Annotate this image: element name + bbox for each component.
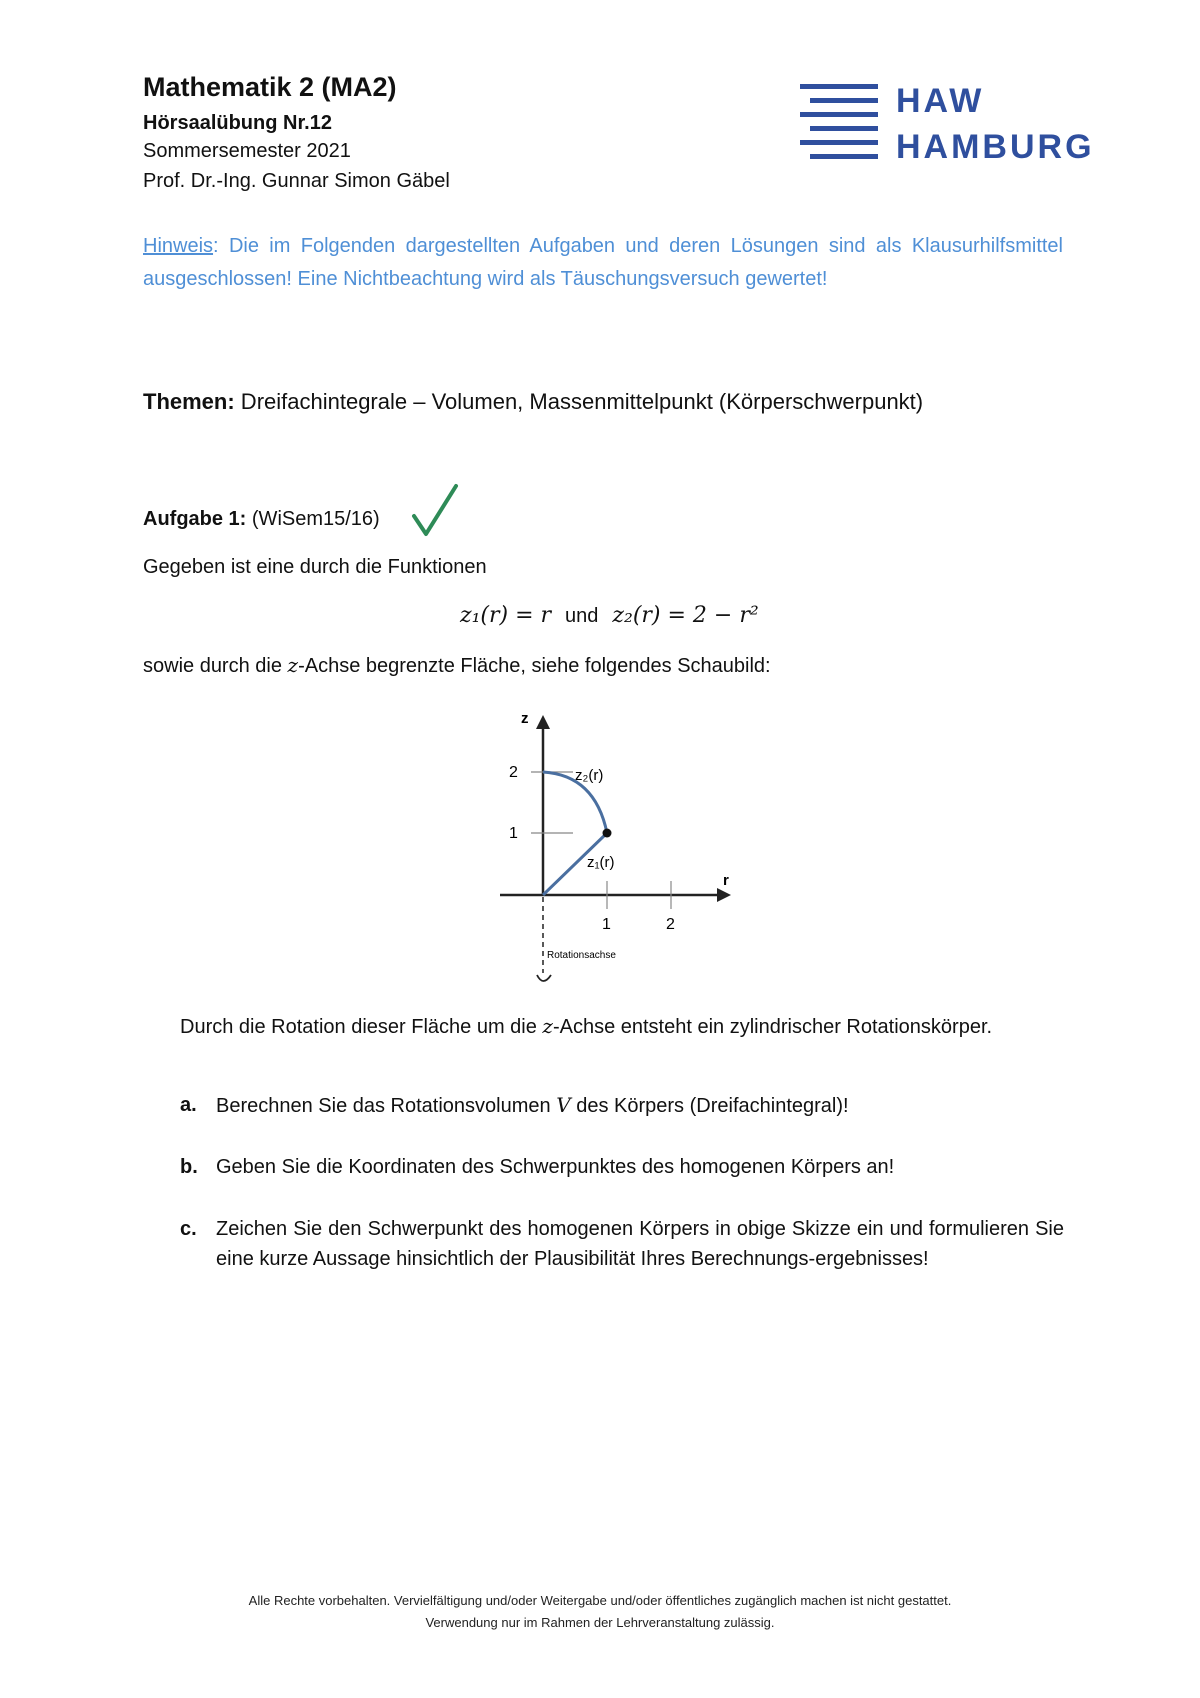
logo-graphic [800,78,1120,178]
task-a-label: a. [180,1094,197,1116]
themen-line [143,384,963,420]
rotation-pre: Durch die Rotation dieser Fläche um die [180,1016,543,1038]
haw-hamburg-logo [800,78,1120,178]
footer-line1: Alle Rechte vorbehalten. Vervielfältigung und/oder Weitergabe und/oder öffentliches zugänglich machen ist nicht gestattet. [248,1593,952,1608]
rotation-axis-label: Rotationsachse [547,950,616,961]
rotation-arrow-icon [537,975,551,981]
themen-label: Themen: [143,389,235,414]
z-axis-label: z [521,710,529,727]
themen-text: Dreifachintegrale – Volumen, Massenmittelpunkt (Körperschwerpunkt) [234,389,924,414]
r-axis-label: r [723,872,729,889]
task-a-text [216,1090,1064,1121]
z1-label: z₁(r) [587,854,615,871]
rotation-description [180,1010,1064,1043]
task-a-var: V [556,1093,571,1117]
logo-text-haw: HAW [896,82,985,120]
function-formula [460,603,759,628]
rotation-var: z [542,1014,553,1038]
formula-z2: z₂(r) = 2 − r² [612,603,759,628]
after-pre: sowie durch die [143,655,288,677]
aufgabe1-intro: Gegeben ist eine durch die Funktionen [143,556,487,578]
aufgabe1-label: Aufgabe 1: [143,508,247,530]
after-post: -Achse begrenzte Fläche, siehe folgendes Schaubild: [298,655,771,677]
r-axis-arrow-icon [717,888,731,902]
z2-label: z₂(r) [575,767,604,784]
r-tick-label-1: 1 [602,916,611,933]
footer [0,1590,1200,1634]
task-b-label: b. [180,1156,198,1178]
hint-notice [143,230,1063,296]
intersection-point [603,829,612,838]
semester-text: Sommersemester 2021 [143,140,351,162]
formula-connector: und [565,605,599,627]
hint-label: Hinweis [143,235,214,257]
task-a-post: des Körpers (Dreifachintegral)! [570,1095,849,1117]
exercise-subtitle: Hörsaalübung Nr.12 [143,112,332,134]
hint-text: : Die im Folgenden dargestellten Aufgaben und deren Lösungen sind als Klausurhilfsmittel ausgeschlossen! Eine Nichtbeachtung wird als Täuschungsversuch gewertet! [143,235,1063,290]
logo-lines [800,84,878,159]
task-b [180,1152,1064,1182]
task-c [180,1214,1064,1274]
aufgabe1-after [143,653,771,678]
footer-line2: Verwendung nur im Rahmen der Lehrveranstaltung zulässig. [425,1615,775,1630]
checkmark-icon [410,482,462,542]
professor-name: Prof. Dr.-Ing. Gunnar Simon Gäbel [143,170,450,192]
r-tick-label-2: 2 [666,916,675,933]
z-tick-label-1: 1 [509,825,518,842]
rotation-diagram [495,705,745,995]
z-tick-label-2: 2 [509,764,518,781]
task-c-label: c. [180,1218,197,1240]
after-var: z [287,653,299,677]
task-c-text: Zeichen Sie den Schwerpunkt des homogenen Körpers in obige Skizze ein und formulieren Sie eine kurze Aussage hinsichtlich der Plausibilität Ihres Berechnungs-ergebnisses! [216,1218,1064,1270]
aufgabe1-heading [143,508,380,531]
aufgabe1-source: (WiSem15/16) [246,508,380,530]
task-b-text: Geben Sie die Koordinaten des Schwerpunktes des homogenen Körpers an! [216,1156,895,1178]
formula-z1: z₁(r) = r [460,603,552,628]
task-a [180,1090,1064,1121]
rotation-post: -Achse entsteht ein zylindrischer Rotationskörper. [552,1016,993,1038]
z-axis-arrow-icon [536,715,550,729]
page-title: Mathematik 2 (MA2) [143,72,397,102]
logo-text-hamburg: HAMBURG [896,128,1095,166]
task-a-pre: Berechnen Sie das Rotationsvolumen [216,1095,557,1117]
